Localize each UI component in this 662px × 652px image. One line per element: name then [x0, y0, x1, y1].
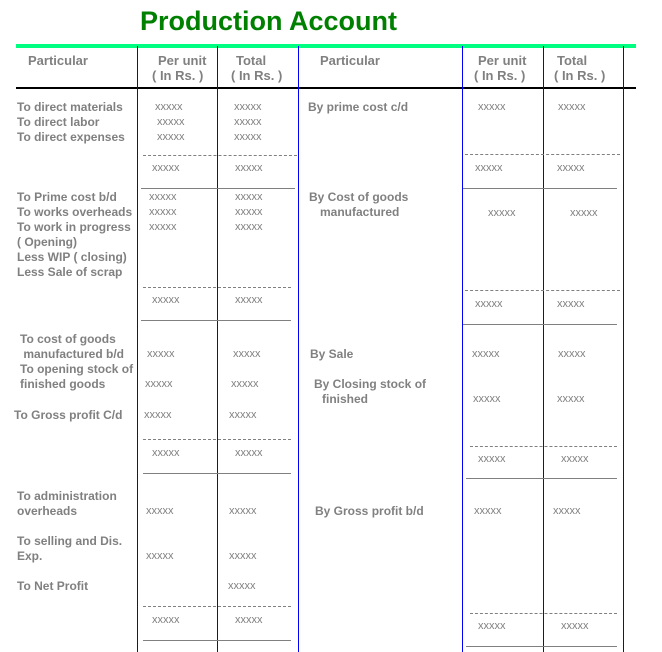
- total-rule: [141, 188, 295, 189]
- amount-value: xxxxx: [475, 162, 503, 174]
- column-header: Per unit: [478, 53, 527, 68]
- column-header: Total: [557, 53, 588, 68]
- column-header: ( In Rs. ): [554, 68, 606, 83]
- amount-value: xxxxx: [478, 620, 506, 632]
- amount-value: xxxxx: [235, 447, 263, 459]
- total-rule: [466, 478, 617, 479]
- subtotal-rule: [143, 155, 297, 156]
- amount-value: xxxxx: [557, 298, 585, 310]
- total-rule: [463, 324, 617, 325]
- amount-value: xxxxx: [155, 101, 183, 113]
- debit-particular: To administration: [17, 489, 117, 503]
- subtotal-rule: [470, 613, 617, 614]
- amount-value: xxxxx: [235, 614, 263, 626]
- amount-value: xxxxx: [561, 453, 589, 465]
- amount-value: xxxxx: [557, 162, 585, 174]
- column-header: Particular: [320, 53, 380, 68]
- debit-particular: To selling and Dis.: [17, 534, 123, 548]
- debit-particular: Less WIP ( closing): [17, 250, 127, 264]
- debit-particular: To direct materials: [17, 100, 123, 114]
- amount-value: xxxxx: [235, 162, 263, 174]
- column-divider: [137, 46, 138, 652]
- amount-value: xxxxx: [152, 294, 180, 306]
- column-divider: [217, 46, 218, 652]
- debit-particular: Less Sale of scrap: [17, 265, 123, 279]
- debit-particular: To Net Profit: [17, 579, 89, 593]
- subtotal-rule: [470, 446, 617, 447]
- amount-value: xxxxx: [144, 409, 172, 421]
- debit-particular: To Prime cost b/d: [17, 190, 117, 204]
- debit-particular: ( Opening): [17, 235, 77, 249]
- debit-particular: finished goods: [20, 377, 106, 391]
- subtotal-rule: [465, 290, 620, 291]
- amount-value: xxxxx: [472, 348, 500, 360]
- amount-value: xxxxx: [152, 162, 180, 174]
- credit-particular: By Cost of goods: [309, 190, 409, 204]
- amount-value: xxxxx: [228, 580, 256, 592]
- amount-value: xxxxx: [149, 191, 177, 203]
- amount-value: xxxxx: [235, 221, 263, 233]
- column-header: Particular: [28, 53, 88, 68]
- amount-value: xxxxx: [553, 505, 581, 517]
- subtotal-rule: [143, 439, 291, 440]
- column-divider: [543, 46, 544, 652]
- debit-particular: To Gross profit C/d: [14, 408, 123, 422]
- credit-particular: By prime cost c/d: [308, 100, 409, 114]
- amount-value: xxxxx: [157, 131, 185, 143]
- credit-particular: manufactured: [320, 205, 400, 219]
- total-rule: [466, 646, 617, 647]
- amount-value: xxxxx: [561, 620, 589, 632]
- amount-value: xxxxx: [231, 378, 259, 390]
- amount-value: xxxxx: [149, 206, 177, 218]
- amount-value: xxxxx: [570, 207, 598, 219]
- debit-particular: overheads: [17, 504, 78, 518]
- credit-particular: By Closing stock of: [314, 377, 427, 391]
- subtotal-rule: [143, 287, 291, 288]
- debit-particular: To opening stock of: [20, 362, 134, 376]
- amount-value: xxxxx: [229, 409, 257, 421]
- amount-value: xxxxx: [229, 505, 257, 517]
- amount-value: xxxxx: [146, 505, 174, 517]
- amount-value: xxxxx: [147, 348, 175, 360]
- total-rule: [143, 473, 291, 474]
- amount-value: xxxxx: [233, 348, 261, 360]
- debit-particular: To works overheads: [17, 205, 133, 219]
- total-rule: [143, 640, 291, 641]
- debit-particular: To work in progress: [17, 220, 131, 234]
- page-title: Production Account: [140, 6, 397, 36]
- amount-value: xxxxx: [235, 294, 263, 306]
- debit-particular: Exp.: [17, 549, 43, 563]
- subtotal-rule: [143, 606, 291, 607]
- amount-value: xxxxx: [235, 191, 263, 203]
- amount-value: xxxxx: [234, 101, 262, 113]
- column-header: Per unit: [158, 53, 207, 68]
- column-header: Total: [236, 53, 267, 68]
- column-header: ( In Rs. ): [231, 68, 283, 83]
- amount-value: xxxxx: [145, 378, 173, 390]
- amount-value: xxxxx: [478, 453, 506, 465]
- amount-value: xxxxx: [557, 393, 585, 405]
- debit-particular: To cost of goods: [20, 332, 116, 346]
- amount-value: xxxxx: [152, 614, 180, 626]
- credit-particular: By Sale: [310, 347, 354, 361]
- column-header: ( In Rs. ): [152, 68, 204, 83]
- amount-value: xxxxx: [234, 116, 262, 128]
- amount-value: xxxxx: [478, 101, 506, 113]
- amount-value: xxxxx: [149, 221, 177, 233]
- amount-value: xxxxx: [474, 505, 502, 517]
- amount-value: xxxxx: [234, 131, 262, 143]
- amount-value: xxxxx: [157, 116, 185, 128]
- credit-particular: finished: [322, 392, 369, 406]
- amount-value: xxxxx: [558, 101, 586, 113]
- amount-value: xxxxx: [229, 550, 257, 562]
- amount-value: xxxxx: [475, 298, 503, 310]
- debit-particular: To direct expenses: [17, 130, 125, 144]
- column-divider: [623, 46, 624, 652]
- amount-value: xxxxx: [558, 348, 586, 360]
- amount-value: xxxxx: [146, 550, 174, 562]
- amount-value: xxxxx: [235, 206, 263, 218]
- column-header: ( In Rs. ): [474, 68, 526, 83]
- amount-value: xxxxx: [488, 207, 516, 219]
- column-divider: [298, 46, 299, 652]
- subtotal-rule: [465, 154, 620, 155]
- total-rule: [141, 320, 291, 321]
- debit-particular: To direct labor: [17, 115, 100, 129]
- amount-value: xxxxx: [152, 447, 180, 459]
- debit-particular: manufactured b/d: [20, 347, 125, 361]
- credit-particular: By Gross profit b/d: [315, 504, 424, 518]
- total-rule: [463, 188, 617, 189]
- amount-value: xxxxx: [473, 393, 501, 405]
- column-divider: [462, 46, 463, 652]
